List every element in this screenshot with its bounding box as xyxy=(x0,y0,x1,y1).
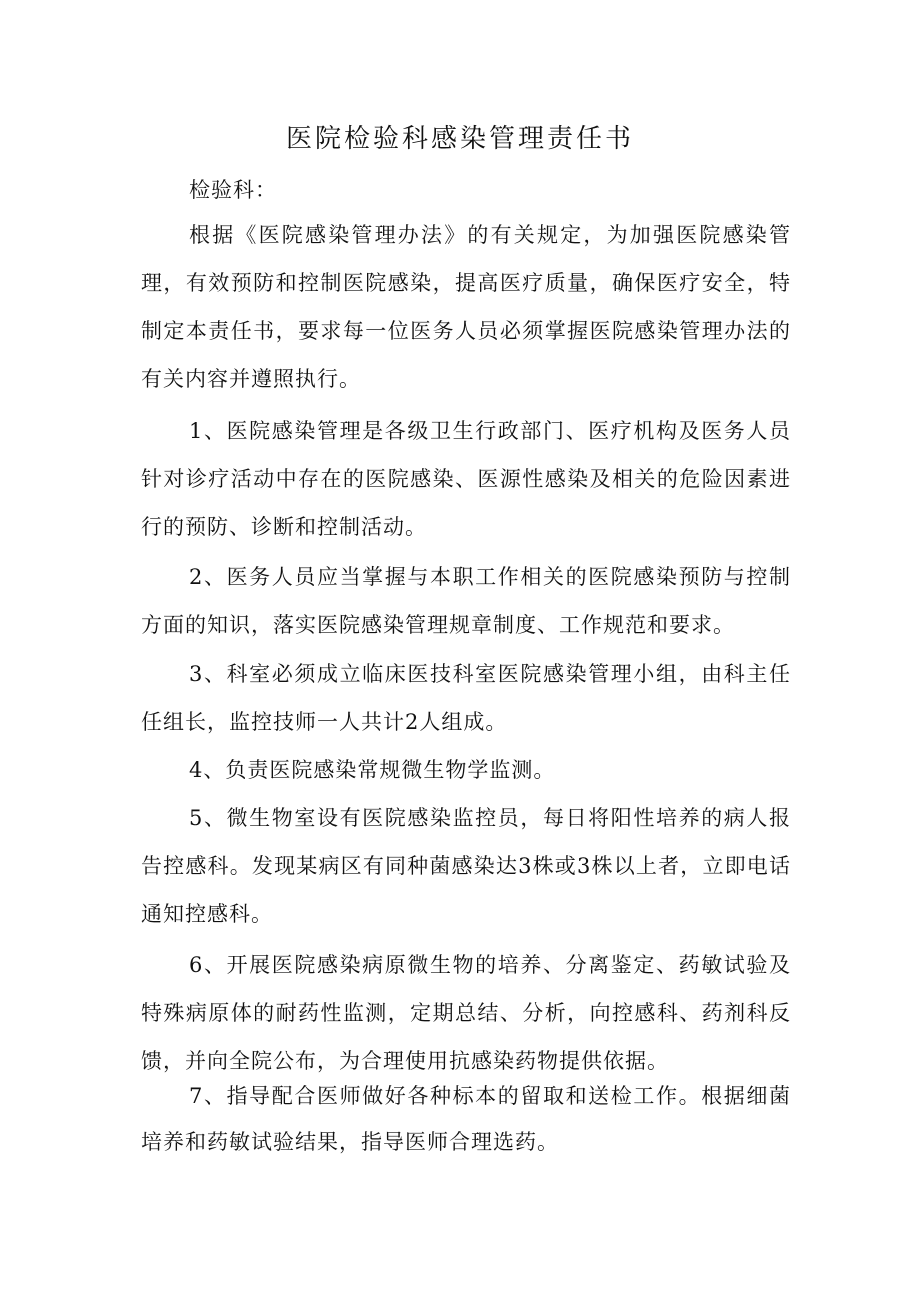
clause-2: 2、医务人员应当掌握与本职工作相关的医院感染预防与控制方面的知识，落实医院感染管理规章制度、工作规范和要求。 xyxy=(141,565,791,637)
clause-5: 5、微生物室设有医院感染监控员，每日将阳性培养的病人报告控感科。发现某病区有同种菌感染达3株或3株以上者，立即电话通知控感科。 xyxy=(141,806,791,926)
document-title: 医院检验科感染管理责任书 xyxy=(285,124,634,154)
clause-6: 6、开展医院感染病原微生物的培养、分离鉴定、药敏试验及特殊病原体的耐药性监测，定期总结、分析，向控感科、药剂科反馈，并向全院公布，为合理使用抗感染药物提供依据。 xyxy=(141,953,791,1073)
clause-4: 4、负责医院感染常规微生物学监测。 xyxy=(189,758,556,782)
clause-7: 7、指导配合医师做好各种标本的留取和送检工作。根据细菌培养和药敏试验结果，指导医师合理选药。 xyxy=(141,1084,791,1154)
greeting-line: 检验科： xyxy=(189,178,277,202)
clause-3: 3、科室必须成立临床医技科室医院感染管理小组，由科主任任组长，监控技师一人共计2人组成。 xyxy=(141,662,791,734)
clause-1: 1、医院感染管理是各级卫生行政部门、医疗机构及医务人员针对诊疗活动中存在的医院感染、医源性感染及相关的危险因素进行的预防、诊断和控制活动。 xyxy=(141,419,791,539)
intro-paragraph: 根据《医院感染管理办法》的有关规定，为加强医院感染管理，有效预防和控制医院感染，提高医疗质量，确保医疗安全，特制定本责任书，要求每一位医务人员必须掌握医院感染管理办法的有关内容并遵照执行。 xyxy=(141,223,791,391)
